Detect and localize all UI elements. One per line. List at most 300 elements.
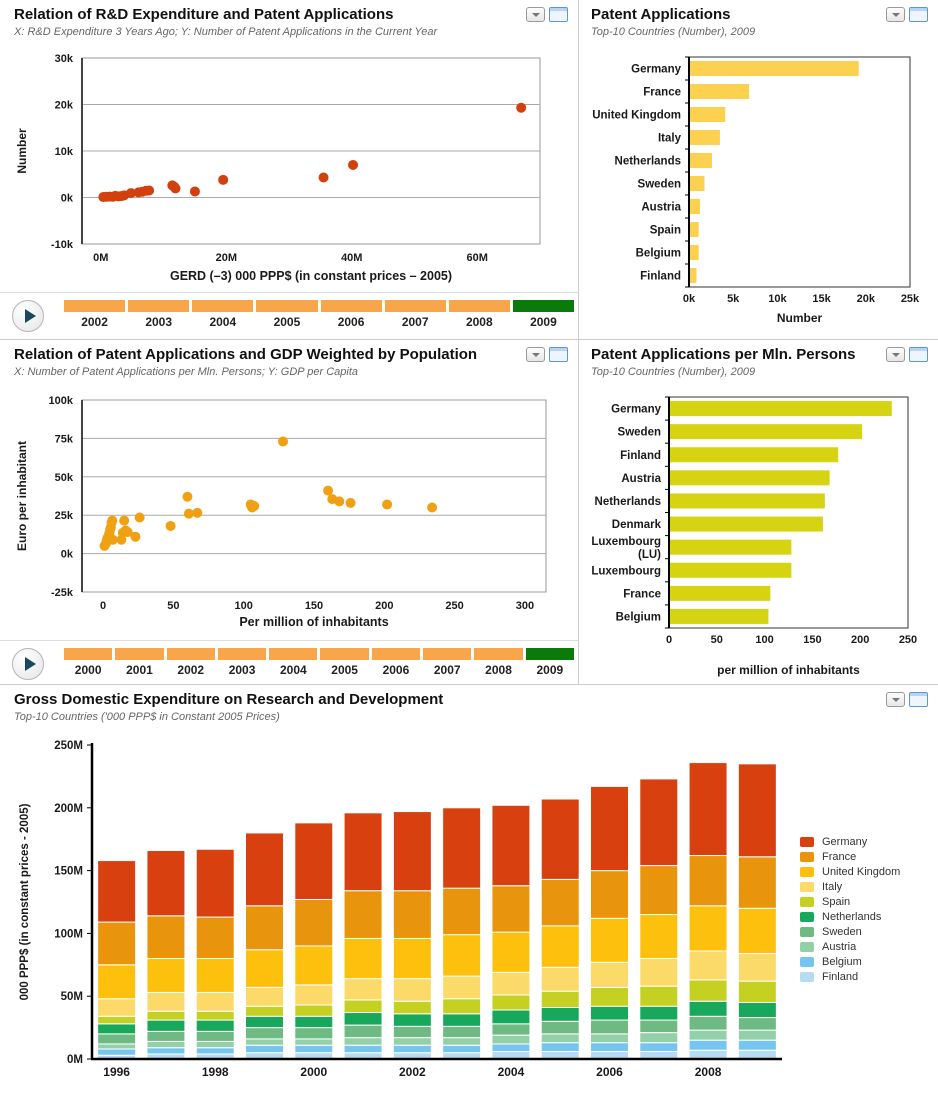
segment-belgium[interactable] bbox=[689, 1040, 727, 1050]
segment-france[interactable] bbox=[196, 917, 234, 958]
timeline-segment[interactable] bbox=[256, 300, 317, 312]
segment-belgium[interactable] bbox=[541, 1043, 579, 1052]
legend-swatch bbox=[800, 897, 814, 907]
window-icon[interactable] bbox=[909, 692, 928, 707]
segment-germany[interactable] bbox=[541, 799, 579, 879]
segment-austria[interactable] bbox=[492, 1035, 530, 1044]
x-tick-label: 150 bbox=[304, 600, 324, 612]
x-tick-label: 40M bbox=[341, 252, 363, 264]
segment-netherlands[interactable] bbox=[591, 1006, 629, 1020]
segment-germany[interactable] bbox=[344, 813, 382, 891]
x-tick-label: 5k bbox=[727, 293, 740, 305]
segment-sweden[interactable] bbox=[541, 1021, 579, 1034]
segment-belgium[interactable] bbox=[344, 1045, 382, 1053]
legend-label: Netherlands bbox=[822, 911, 882, 923]
segment-austria[interactable] bbox=[295, 1039, 333, 1045]
segment-germany[interactable] bbox=[443, 808, 481, 888]
segment-united-kingdom[interactable] bbox=[591, 918, 629, 962]
segment-germany[interactable] bbox=[98, 861, 136, 923]
timeline-segment-selected[interactable] bbox=[513, 300, 574, 312]
legend-swatch bbox=[800, 852, 814, 862]
data-point[interactable] bbox=[218, 175, 228, 185]
segment-netherlands[interactable] bbox=[492, 1010, 530, 1024]
x-tick-label: 150 bbox=[803, 634, 822, 646]
segment-france[interactable] bbox=[98, 922, 136, 965]
timeline-year-cell[interactable] bbox=[218, 648, 266, 677]
segment-spain[interactable] bbox=[344, 1000, 382, 1013]
segment-austria[interactable] bbox=[689, 1030, 727, 1040]
legend-item-austria[interactable] bbox=[800, 942, 936, 952]
timeline-year-cell[interactable] bbox=[449, 300, 510, 329]
data-point[interactable] bbox=[192, 508, 202, 518]
bar-netherlands[interactable] bbox=[689, 153, 712, 168]
timeline-year-cell[interactable] bbox=[167, 648, 215, 677]
segment-austria[interactable] bbox=[344, 1038, 382, 1046]
segment-germany[interactable] bbox=[591, 786, 629, 870]
timeline-year-cell[interactable] bbox=[128, 300, 189, 329]
panel-rd-expenditure-vs-patents bbox=[0, 0, 579, 340]
bar-united-kingdom[interactable] bbox=[689, 107, 725, 122]
segment-sweden[interactable] bbox=[591, 1020, 629, 1034]
segment-spain[interactable] bbox=[738, 981, 776, 1002]
data-point[interactable] bbox=[382, 499, 392, 509]
timeline-year-cell[interactable] bbox=[321, 300, 382, 329]
segment-italy[interactable] bbox=[393, 979, 431, 1002]
segment-united-kingdom[interactable] bbox=[147, 959, 185, 993]
bar-germany[interactable] bbox=[669, 401, 892, 416]
y-tick-label: 0k bbox=[60, 548, 73, 561]
dropdown-icon[interactable] bbox=[526, 7, 545, 22]
bar-denmark[interactable] bbox=[669, 517, 823, 532]
segment-netherlands[interactable] bbox=[344, 1013, 382, 1026]
timeline-year-cell[interactable] bbox=[372, 648, 420, 677]
segment-netherlands[interactable] bbox=[147, 1020, 185, 1031]
data-point[interactable] bbox=[190, 186, 200, 196]
segment-united-kingdom[interactable] bbox=[640, 915, 678, 959]
segment-austria[interactable] bbox=[591, 1034, 629, 1043]
legend-label: Italy bbox=[822, 881, 843, 893]
legend-swatch bbox=[800, 942, 814, 952]
timeline-segment[interactable] bbox=[269, 648, 317, 660]
data-point[interactable] bbox=[427, 503, 437, 513]
segment-italy[interactable] bbox=[147, 992, 185, 1011]
bar-austria[interactable] bbox=[669, 470, 830, 485]
legend-item-united-kingdom[interactable] bbox=[800, 867, 936, 877]
y-tick-label: 100k bbox=[48, 395, 73, 407]
segment-france[interactable] bbox=[640, 866, 678, 915]
segment-netherlands[interactable] bbox=[295, 1016, 333, 1027]
timeline-segment[interactable] bbox=[372, 648, 420, 660]
category-label: Sweden bbox=[637, 178, 681, 191]
data-point[interactable] bbox=[130, 532, 140, 542]
segment-united-kingdom[interactable] bbox=[492, 932, 530, 972]
segment-germany[interactable] bbox=[393, 812, 431, 891]
timeline-segment[interactable] bbox=[449, 300, 510, 312]
segment-italy[interactable] bbox=[541, 967, 579, 991]
timeline-year-label: 2003 bbox=[228, 663, 256, 677]
segment-sweden[interactable] bbox=[689, 1016, 727, 1030]
legend-swatch bbox=[800, 837, 814, 847]
timeline-year-cell[interactable] bbox=[423, 648, 471, 677]
segment-france[interactable] bbox=[147, 916, 185, 959]
bar-chart-patents-per-mln bbox=[583, 386, 935, 682]
legend-swatch bbox=[800, 927, 814, 937]
timeline-segment[interactable] bbox=[64, 648, 112, 660]
segment-belgium[interactable] bbox=[147, 1048, 185, 1054]
legend-label: Belgium bbox=[822, 956, 862, 968]
category-label: Austria bbox=[621, 472, 661, 485]
bar-finland[interactable] bbox=[689, 268, 697, 283]
window-icon[interactable] bbox=[549, 347, 568, 362]
category-label: Austria bbox=[641, 201, 681, 214]
segment-belgium[interactable] bbox=[640, 1043, 678, 1052]
segment-austria[interactable] bbox=[196, 1041, 234, 1047]
scatter-chart-patents-gdp bbox=[8, 386, 574, 636]
segment-united-kingdom[interactable] bbox=[196, 959, 234, 993]
data-point[interactable] bbox=[278, 436, 288, 446]
timeline-segment[interactable] bbox=[474, 648, 522, 660]
segment-austria[interactable] bbox=[246, 1039, 284, 1045]
x-tick-label: 2000 bbox=[300, 1065, 328, 1079]
y-tick-label: 150M bbox=[54, 865, 83, 878]
x-tick-label: 20M bbox=[215, 252, 238, 264]
timeline-segment[interactable] bbox=[385, 300, 446, 312]
data-point[interactable] bbox=[346, 498, 356, 508]
segment-germany[interactable] bbox=[492, 805, 530, 885]
legend-item-sweden[interactable] bbox=[800, 927, 936, 937]
segment-italy[interactable] bbox=[98, 999, 136, 1017]
data-point[interactable] bbox=[107, 516, 117, 526]
timeline-segment[interactable] bbox=[423, 648, 471, 660]
segment-belgium[interactable] bbox=[492, 1044, 530, 1052]
y-tick-label: 200M bbox=[54, 802, 83, 815]
category-label: Netherlands bbox=[594, 495, 661, 508]
segment-italy[interactable] bbox=[295, 985, 333, 1005]
segment-germany[interactable] bbox=[295, 823, 333, 900]
bar-sweden[interactable] bbox=[689, 176, 704, 191]
bar-germany[interactable] bbox=[689, 61, 859, 76]
panel-gerd bbox=[0, 685, 938, 1096]
segment-sweden[interactable] bbox=[344, 1025, 382, 1038]
category-label: France bbox=[643, 86, 681, 99]
timeline-year-cell[interactable] bbox=[115, 648, 163, 677]
data-point[interactable] bbox=[182, 492, 192, 502]
timeline-year-cell[interactable] bbox=[385, 300, 446, 329]
timeline-slider bbox=[0, 292, 578, 340]
segment-netherlands[interactable] bbox=[541, 1008, 579, 1022]
timeline-segment[interactable] bbox=[64, 300, 125, 312]
segment-netherlands[interactable] bbox=[196, 1020, 234, 1031]
segment-spain[interactable] bbox=[98, 1016, 136, 1024]
segment-austria[interactable] bbox=[147, 1041, 185, 1047]
segment-spain[interactable] bbox=[147, 1011, 185, 1020]
segment-austria[interactable] bbox=[738, 1030, 776, 1040]
play-icon bbox=[25, 309, 36, 323]
segment-belgium[interactable] bbox=[196, 1048, 234, 1054]
segment-sweden[interactable] bbox=[147, 1031, 185, 1041]
segment-germany[interactable] bbox=[246, 833, 284, 906]
segment-germany[interactable] bbox=[147, 851, 185, 916]
timeline-year-label: 2009 bbox=[536, 663, 564, 677]
bar-belgium[interactable] bbox=[669, 609, 768, 624]
segment-belgium[interactable] bbox=[738, 1040, 776, 1050]
segment-austria[interactable] bbox=[541, 1034, 579, 1043]
segment-france[interactable] bbox=[443, 888, 481, 934]
segment-france[interactable] bbox=[492, 886, 530, 932]
segment-spain[interactable] bbox=[196, 1011, 234, 1020]
bar-sweden[interactable] bbox=[669, 424, 862, 439]
segment-austria[interactable] bbox=[393, 1038, 431, 1046]
window-icon[interactable] bbox=[549, 7, 568, 22]
segment-germany[interactable] bbox=[640, 779, 678, 866]
segment-germany[interactable] bbox=[196, 849, 234, 917]
segment-germany[interactable] bbox=[738, 764, 776, 857]
timeline-year-cell[interactable] bbox=[64, 300, 125, 329]
segment-italy[interactable] bbox=[246, 987, 284, 1006]
timeline-year-cell[interactable] bbox=[513, 300, 574, 329]
segment-france[interactable] bbox=[246, 906, 284, 950]
segment-spain[interactable] bbox=[295, 1005, 333, 1016]
segment-netherlands[interactable] bbox=[689, 1001, 727, 1016]
segment-united-kingdom[interactable] bbox=[246, 950, 284, 988]
segment-belgium[interactable] bbox=[98, 1049, 136, 1055]
segment-united-kingdom[interactable] bbox=[344, 938, 382, 978]
timeline-year-label: 2005 bbox=[273, 315, 301, 329]
segment-austria[interactable] bbox=[98, 1044, 136, 1049]
legend-item-belgium[interactable] bbox=[800, 957, 936, 967]
x-axis-title: Per million of inhabitants bbox=[239, 615, 389, 629]
segment-united-kingdom[interactable] bbox=[443, 935, 481, 976]
y-tick-label: 50M bbox=[60, 991, 83, 1004]
timeline-year-cell[interactable] bbox=[474, 648, 522, 677]
segment-finland[interactable] bbox=[689, 1050, 727, 1059]
data-point[interactable] bbox=[135, 513, 145, 523]
dropdown-icon[interactable] bbox=[886, 692, 905, 707]
data-point[interactable] bbox=[170, 183, 180, 193]
segment-belgium[interactable] bbox=[591, 1043, 629, 1052]
segment-france[interactable] bbox=[591, 871, 629, 919]
x-tick-label: 100 bbox=[755, 634, 774, 646]
segment-italy[interactable] bbox=[640, 959, 678, 987]
timeline-year-label: 2004 bbox=[279, 663, 307, 677]
segment-united-kingdom[interactable] bbox=[689, 906, 727, 951]
timeline-year-label: 2006 bbox=[382, 663, 410, 677]
segment-finland[interactable] bbox=[738, 1050, 776, 1059]
segment-spain[interactable] bbox=[541, 991, 579, 1007]
segment-spain[interactable] bbox=[246, 1006, 284, 1016]
x-tick-label: 0 bbox=[100, 600, 107, 612]
segment-netherlands[interactable] bbox=[98, 1024, 136, 1034]
bar-france[interactable] bbox=[689, 84, 749, 99]
legend-item-germany[interactable] bbox=[800, 837, 936, 847]
legend-item-italy[interactable] bbox=[800, 882, 936, 892]
bar-austria[interactable] bbox=[689, 199, 700, 214]
timeline-year-cell[interactable] bbox=[320, 648, 368, 677]
plot-area bbox=[82, 400, 546, 592]
window-icon[interactable] bbox=[909, 347, 928, 362]
x-tick-label: 100 bbox=[234, 600, 253, 612]
segment-austria[interactable] bbox=[640, 1033, 678, 1043]
timeline-year-label: 2000 bbox=[74, 663, 102, 677]
bar-belgium[interactable] bbox=[689, 245, 699, 260]
segment-sweden[interactable] bbox=[443, 1026, 481, 1037]
bar-chart-patent-applications bbox=[583, 46, 935, 332]
bar-france[interactable] bbox=[669, 586, 770, 601]
timeline-segment[interactable] bbox=[218, 648, 266, 660]
segment-spain[interactable] bbox=[492, 995, 530, 1010]
segment-belgium[interactable] bbox=[246, 1045, 284, 1053]
bar-finland[interactable] bbox=[669, 447, 838, 462]
bar-spain[interactable] bbox=[689, 222, 699, 237]
legend-item-spain[interactable] bbox=[800, 897, 936, 907]
segment-france[interactable] bbox=[393, 891, 431, 939]
segment-sweden[interactable] bbox=[640, 1020, 678, 1033]
segment-united-kingdom[interactable] bbox=[98, 965, 136, 999]
stacked-bar-chart-gerd bbox=[6, 729, 806, 1091]
data-point[interactable] bbox=[144, 186, 154, 196]
segment-spain[interactable] bbox=[689, 980, 727, 1001]
panel-subtitle: X: Number of Patent Applications per Mln. Persons; Y: GDP per Capita bbox=[14, 366, 359, 378]
bar-netherlands[interactable] bbox=[669, 493, 825, 508]
timeline-year-cell[interactable] bbox=[192, 300, 253, 329]
play-button[interactable] bbox=[12, 300, 44, 332]
legend-label: United Kingdom bbox=[822, 866, 901, 878]
dropdown-icon[interactable] bbox=[886, 347, 905, 362]
x-tick-label: 25k bbox=[900, 293, 920, 305]
timeline-year-cell[interactable] bbox=[526, 648, 574, 677]
segment-sweden[interactable] bbox=[492, 1024, 530, 1035]
page-title: Gross Domestic Expenditure on Research and Development bbox=[14, 691, 444, 708]
data-point[interactable] bbox=[166, 521, 176, 531]
play-button[interactable] bbox=[12, 648, 44, 680]
x-tick-label: 0M bbox=[93, 252, 109, 264]
panel-patents-per-mln bbox=[579, 340, 938, 685]
data-point[interactable] bbox=[249, 501, 259, 511]
timeline-segment[interactable] bbox=[115, 648, 163, 660]
timeline-segment-selected[interactable] bbox=[526, 648, 574, 660]
legend-item-finland[interactable] bbox=[800, 972, 936, 982]
segment-netherlands[interactable] bbox=[640, 1006, 678, 1020]
panel-patents-vs-gdp bbox=[0, 340, 579, 685]
category-label: United Kingdom bbox=[592, 109, 681, 122]
category-label: Italy bbox=[657, 132, 681, 145]
panel-controls bbox=[886, 692, 928, 707]
data-point[interactable] bbox=[119, 516, 129, 526]
timeline-year-cell[interactable] bbox=[256, 300, 317, 329]
x-tick-label: 200 bbox=[851, 634, 870, 646]
segment-sweden[interactable] bbox=[295, 1028, 333, 1039]
legend-label: Spain bbox=[822, 896, 851, 908]
timeline-year-label: 2003 bbox=[145, 315, 173, 329]
timeline-segment[interactable] bbox=[128, 300, 189, 312]
segment-belgium[interactable] bbox=[443, 1045, 481, 1053]
segment-sweden[interactable] bbox=[98, 1034, 136, 1044]
data-point[interactable] bbox=[516, 103, 526, 113]
segment-sweden[interactable] bbox=[393, 1026, 431, 1037]
segment-united-kingdom[interactable] bbox=[393, 938, 431, 978]
data-point[interactable] bbox=[348, 160, 358, 170]
segment-italy[interactable] bbox=[689, 951, 727, 980]
segment-italy[interactable] bbox=[492, 972, 530, 995]
segment-austria[interactable] bbox=[443, 1038, 481, 1046]
segment-netherlands[interactable] bbox=[246, 1016, 284, 1027]
x-tick-label: 60M bbox=[466, 252, 488, 264]
segment-germany[interactable] bbox=[689, 763, 727, 856]
segment-sweden[interactable] bbox=[738, 1018, 776, 1031]
dropdown-icon[interactable] bbox=[526, 347, 545, 362]
segment-spain[interactable] bbox=[393, 1001, 431, 1014]
x-axis-title: GERD (–3) 000 PPP$ (in constant prices – 2005) bbox=[169, 269, 453, 283]
timeline-segment[interactable] bbox=[167, 648, 215, 660]
timeline-track[interactable] bbox=[64, 648, 574, 677]
segment-spain[interactable] bbox=[591, 987, 629, 1006]
segment-spain[interactable] bbox=[443, 999, 481, 1014]
segment-belgium[interactable] bbox=[295, 1045, 333, 1053]
legend-item-france[interactable] bbox=[800, 852, 936, 862]
timeline-year-cell[interactable] bbox=[269, 648, 317, 677]
segment-united-kingdom[interactable] bbox=[295, 946, 333, 985]
segment-france[interactable] bbox=[689, 856, 727, 906]
data-point[interactable] bbox=[319, 173, 329, 183]
segment-netherlands[interactable] bbox=[738, 1002, 776, 1017]
timeline-segment[interactable] bbox=[321, 300, 382, 312]
data-point[interactable] bbox=[334, 496, 344, 506]
category-label: Finland bbox=[620, 449, 661, 462]
timeline-year-label: 2009 bbox=[530, 315, 557, 329]
timeline-segment[interactable] bbox=[192, 300, 253, 312]
segment-italy[interactable] bbox=[196, 992, 234, 1011]
segment-italy[interactable] bbox=[738, 953, 776, 981]
segment-italy[interactable] bbox=[591, 962, 629, 987]
segment-italy[interactable] bbox=[344, 979, 382, 1000]
dropdown-icon[interactable] bbox=[886, 7, 905, 22]
segment-france[interactable] bbox=[344, 891, 382, 939]
timeline-year-label: 2007 bbox=[401, 315, 429, 329]
bar-italy[interactable] bbox=[689, 130, 720, 145]
segment-italy[interactable] bbox=[443, 976, 481, 999]
bar-luxembourg-lu-[interactable] bbox=[669, 540, 791, 555]
y-tick-label: 0k bbox=[60, 192, 73, 205]
segment-belgium[interactable] bbox=[393, 1045, 431, 1053]
timeline-track[interactable] bbox=[64, 300, 574, 329]
page-title: Relation of Patent Applications and GDP Weighted by Population bbox=[14, 346, 478, 363]
timeline-year-label: 2008 bbox=[465, 315, 493, 329]
x-tick-label: 250 bbox=[898, 634, 918, 646]
x-tick-label: 200 bbox=[375, 600, 394, 612]
bar-luxembourg[interactable] bbox=[669, 563, 791, 578]
segment-netherlands[interactable] bbox=[443, 1014, 481, 1027]
timeline-year-cell[interactable] bbox=[64, 648, 112, 677]
segment-france[interactable] bbox=[738, 857, 776, 908]
timeline-segment[interactable] bbox=[320, 648, 368, 660]
legend-swatch bbox=[800, 882, 814, 892]
legend-item-netherlands[interactable] bbox=[800, 912, 936, 922]
segment-spain[interactable] bbox=[640, 986, 678, 1006]
y-tick-label: 30k bbox=[54, 53, 73, 65]
window-icon[interactable] bbox=[909, 7, 928, 22]
timeline-year-label: 2008 bbox=[485, 663, 512, 677]
segment-united-kingdom[interactable] bbox=[541, 926, 579, 967]
x-axis-title: per million of inhabitants bbox=[717, 663, 860, 677]
segment-united-kingdom[interactable] bbox=[738, 908, 776, 953]
segment-netherlands[interactable] bbox=[393, 1014, 431, 1027]
segment-sweden[interactable] bbox=[196, 1031, 234, 1041]
panel-subtitle: X: R&D Expenditure 3 Years Ago; Y: Number of Patent Applications in the Current Year bbox=[14, 26, 438, 38]
segment-sweden[interactable] bbox=[246, 1028, 284, 1039]
segment-france[interactable] bbox=[541, 879, 579, 925]
category-label: Netherlands bbox=[614, 155, 681, 168]
segment-france[interactable] bbox=[295, 899, 333, 945]
